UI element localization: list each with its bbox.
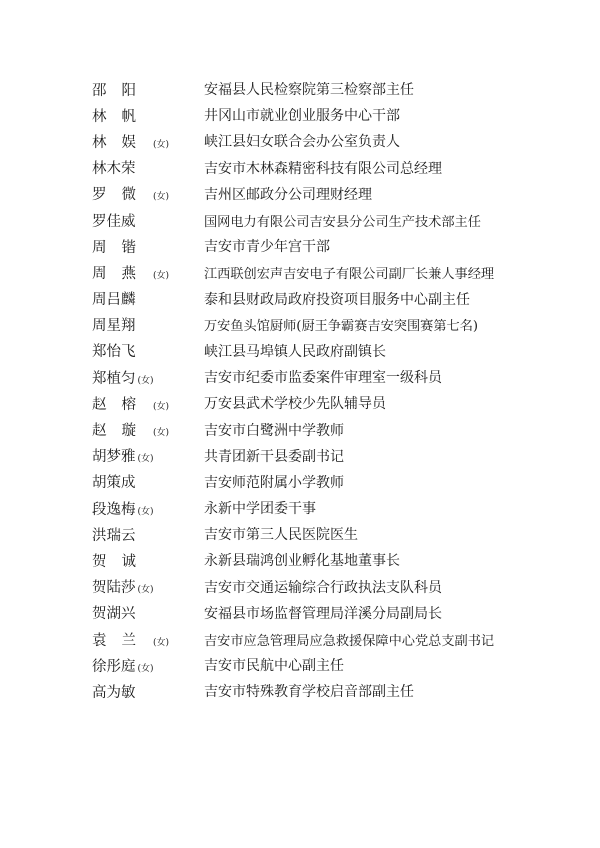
list-item [0, 652, 600, 678]
person-name: 胡策成 [92, 475, 136, 492]
name-cell [92, 524, 204, 545]
list-item [0, 469, 600, 495]
person-name: 周锴 [92, 239, 151, 256]
name-cell [92, 498, 204, 519]
list-item [0, 574, 600, 600]
job-title: 峡江县妇女联合会办公室负责人 [204, 134, 400, 151]
job-title: 井冈山市就业创业服务中心干部 [204, 108, 400, 125]
list-item [0, 181, 600, 207]
name-cell [92, 576, 204, 597]
name-cell [92, 183, 204, 204]
female-marker: (女) [153, 270, 170, 281]
list-item [0, 312, 600, 338]
name-cell [92, 655, 204, 676]
job-title: 峡江县马埠镇人民政府副镇长 [204, 343, 386, 360]
person-name: 林木荣 [92, 161, 136, 178]
list-item [0, 76, 600, 102]
list-item [0, 443, 600, 469]
name-list [0, 76, 600, 705]
name-cell [92, 445, 204, 466]
job-title: 国网电力有限公司吉安县分公司生产技术部主任 [204, 214, 481, 230]
female-marker: (女) [153, 428, 170, 439]
job-title: 吉安市交通运输综合行政执法支队科员 [204, 579, 442, 596]
name-cell [92, 105, 204, 126]
person-name: 贺陆莎 [92, 580, 136, 597]
list-item [0, 207, 600, 233]
list-item [0, 286, 600, 312]
job-title: 永新县瑞鸿创业孵化基地董事长 [204, 553, 400, 570]
job-title: 江西联创宏声吉安电子有限公司副厂长兼人事经理 [204, 266, 495, 282]
job-title: 共青团新干县委副书记 [204, 448, 344, 465]
job-title: 万安县武术学校少先队辅导员 [204, 396, 386, 413]
female-marker: (女) [153, 637, 170, 648]
person-name: 贺湖兴 [92, 606, 136, 623]
list-item [0, 338, 600, 364]
female-marker: (女) [137, 506, 154, 517]
person-name: 徐彤庭 [92, 658, 136, 675]
person-name: 林帆 [92, 108, 151, 125]
person-name: 邵阳 [92, 82, 151, 99]
name-cell [92, 79, 204, 100]
female-marker: (女) [153, 192, 170, 203]
list-item [0, 155, 600, 181]
name-cell [92, 262, 204, 283]
name-cell [92, 471, 204, 492]
person-name: 郑植匀 [92, 370, 136, 387]
name-cell [92, 314, 204, 335]
list-item [0, 233, 600, 259]
name-cell [92, 681, 204, 702]
list-item [0, 259, 600, 285]
person-name: 高为敏 [92, 684, 136, 701]
female-marker: (女) [137, 375, 154, 386]
job-title: 吉安市木林森精密科技有限公司总经理 [204, 160, 442, 177]
job-title: 吉安市应急管理局应急救援保障中心党总支副书记 [204, 633, 495, 649]
person-name: 周星翔 [92, 318, 136, 335]
job-title: 安福县市场监督管理局洋溪分局副局长 [204, 605, 442, 622]
list-item [0, 678, 600, 704]
list-item [0, 128, 600, 154]
name-cell [92, 419, 204, 440]
person-name: 贺诚 [92, 553, 151, 570]
list-item [0, 390, 600, 416]
person-name: 罗佳威 [92, 213, 136, 230]
person-name: 赵榕 [92, 396, 151, 413]
list-item [0, 626, 600, 652]
job-title: 泰和县财政局政府投资项目服务中心副主任 [204, 291, 470, 308]
list-item [0, 364, 600, 390]
person-name: 赵璇 [92, 423, 151, 440]
name-cell [92, 550, 204, 571]
name-cell [92, 236, 204, 257]
name-cell [92, 367, 204, 388]
job-title: 吉安市特殊教育学校启音部副主任 [204, 684, 414, 701]
person-name: 周燕 [92, 265, 151, 282]
person-name: 林娱 [92, 134, 151, 151]
person-name: 袁兰 [92, 632, 151, 649]
person-name: 罗微 [92, 187, 151, 204]
female-marker: (女) [137, 585, 154, 596]
person-name: 郑怡飞 [92, 344, 136, 361]
female-marker: (女) [137, 663, 154, 674]
job-title: 吉安市白鹭洲中学教师 [204, 422, 344, 439]
job-title: 吉安市民航中心副主任 [204, 658, 344, 675]
list-item [0, 102, 600, 128]
person-name: 周吕麟 [92, 292, 136, 309]
job-title: 安福县人民检察院第三检察部主任 [204, 82, 414, 99]
job-title: 吉安师范附属小学教师 [204, 474, 344, 491]
list-item [0, 521, 600, 547]
job-title: 吉安市第三人民医院医生 [204, 527, 358, 544]
female-marker: (女) [153, 139, 170, 150]
name-cell [92, 340, 204, 361]
person-name: 胡梦雅 [92, 449, 136, 466]
female-marker: (女) [153, 401, 170, 412]
name-cell [92, 157, 204, 178]
job-title: 永新中学团委干事 [204, 501, 316, 518]
name-cell [92, 602, 204, 623]
job-title: 吉安市青少年宫干部 [204, 239, 330, 256]
list-item [0, 547, 600, 573]
name-cell [92, 210, 204, 231]
person-name: 段逸梅 [92, 501, 136, 518]
person-name: 洪瑞云 [92, 527, 136, 544]
name-cell [92, 288, 204, 309]
job-title: 万安鱼头馆厨师(厨王争霸赛吉安突围赛第七名) [204, 319, 479, 335]
list-item [0, 495, 600, 521]
female-marker: (女) [137, 454, 154, 465]
name-cell [92, 629, 204, 650]
job-title: 吉安市纪委市监委案件审理室一级科员 [204, 370, 442, 387]
name-cell [92, 131, 204, 152]
list-item [0, 600, 600, 626]
list-item [0, 416, 600, 442]
name-cell [92, 393, 204, 414]
job-title: 吉州区邮政分公司理财经理 [204, 186, 372, 203]
